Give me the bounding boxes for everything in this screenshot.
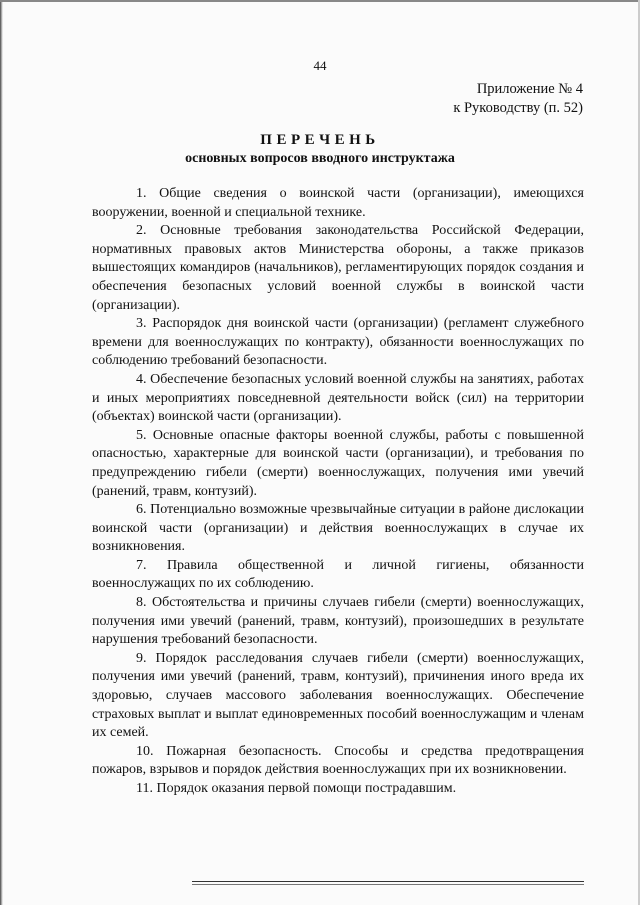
list-item: 5. Основные опасные факторы военной службы, работы с повышенной опасностью, характерные для воинской части (организации), и требования по предупреждению гибели (смерти) военнослужащих, получения ими увечий (ранений, травм, контузий). <box>92 427 584 499</box>
document-title: ПЕРЕЧЕНЬ <box>260 132 380 148</box>
list-item: 7. Правила общественной и личной гигиены, обязанности военнослужащих по их соблюдению. <box>92 557 584 592</box>
list-item: 3. Распорядок дня воинской части (организации) (регламент служебного времени для военнослужащих по контракту), обязанности военнослужащих по соблюдению требований безопасности. <box>92 316 584 369</box>
list-item: 10. Пожарная безопасность. Способы и средства предотвращения пожаров, взрывов и порядок действия военнослужащих при их возникновении. <box>92 743 584 778</box>
list-item: 8. Обстоятельства и причины случаев гибели (смерти) военнослужащих, получения ими увечий (ранений, травм, контузий), произошедших в результате нарушения требований безопасности. <box>92 595 584 648</box>
list-item: 11. Порядок оказания первой помощи пострадавшим. <box>136 781 457 796</box>
list-item: 9. Порядок расследования случаев гибели (смерти) военнослужащих, получения ими увечий (ранений, травм, контузий), причинения иного вреда их здоровью, случаев массового заболевания военнослужащих. Обеспечение страховых выплат и выплат единовременных пособий военнослужащим и членам их семей. <box>92 650 584 741</box>
document-subtitle: основных вопросов вводного инструктажа <box>185 151 455 166</box>
page-number: 44 <box>313 58 327 73</box>
footer-divider <box>192 881 584 882</box>
list-item: 4. Обеспечение безопасных условий военной службы на занятиях, работах и иных мероприятиях повседневной деятельности войск (сил) на территории (объектах) воинской части (организации). <box>92 371 584 425</box>
annex-line-1: Приложение № 4 <box>476 81 583 97</box>
list-item: 1. Общие сведения о воинской части (организации), имеющихся вооружении, военной и специальной технике. <box>92 186 584 220</box>
scan-edge-top <box>0 0 640 2</box>
footer-divider-secondary <box>192 884 584 885</box>
list-item: 2. Основные требования законодательства Российской Федерации, нормативных правовых актов Министерства обороны, а также приказов вышестоящих командиров (начальников), регламентирующих порядок создания и обеспечения безопасных условий военной службы в воинской части (организации). <box>92 223 584 313</box>
annex-reference <box>453 80 583 118</box>
items-list <box>92 185 584 799</box>
list-item: 6. Потенциально возможные чрезвычайные ситуации в районе дислокации воинской части (организации) и действия военнослужащих в случае их возникновения. <box>92 502 584 555</box>
annex-line-2: к Руководству (п. 52) <box>453 100 583 116</box>
